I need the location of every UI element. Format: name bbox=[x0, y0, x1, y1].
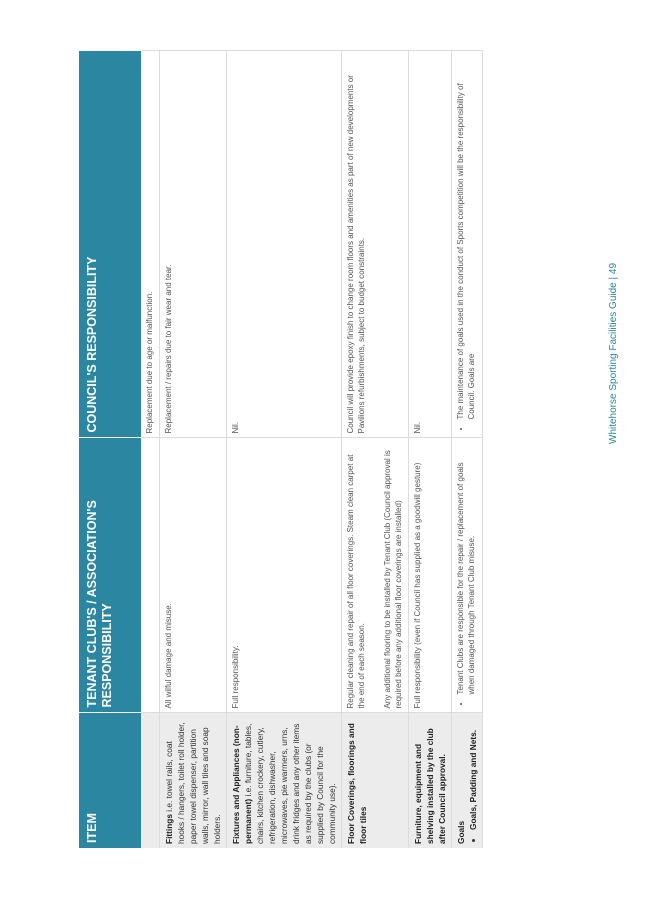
item-title: Fixtures and Appliances (non-permanent) bbox=[230, 725, 253, 844]
tenant-cell bbox=[141, 438, 159, 713]
item-cell bbox=[226, 713, 341, 848]
item-bullet-text: Goals, Padding and Nets. bbox=[467, 729, 478, 830]
item-title: Floor Coverings, floorings and floor tiles bbox=[345, 723, 368, 844]
council-cell bbox=[451, 51, 482, 438]
council-cell: Replacement / repairs due to fair wear and tear. bbox=[159, 51, 226, 438]
table-row bbox=[408, 51, 451, 848]
table-row bbox=[451, 51, 482, 848]
table-row bbox=[226, 51, 341, 848]
item-description: i.e. furniture, tables, chairs, kitchen crockery, cutlery, refrigeration, dishwasher, microwaves, pie warmers, urns, drink fridges and any other items as required by the clubs (or supplied by Council for the community use). bbox=[242, 723, 337, 844]
council-cell: Council will provide epoxy finish to change room floors and amenities as part of new developments or Pavilions refurbishments, subject to budget constraints. bbox=[341, 51, 408, 438]
tenant-paragraph: Any additional flooring to be installed by Tenant Club (Council approval is required before any additional floor coverings are installed) bbox=[382, 450, 403, 709]
header-item: ITEM bbox=[79, 713, 141, 848]
item-title: Fittings bbox=[163, 814, 174, 844]
council-cell: Nil. bbox=[408, 51, 451, 438]
item-cell bbox=[341, 713, 408, 848]
tenant-bullet-list bbox=[455, 444, 478, 709]
footer-text: Whitehorse Sporting Facilities Guide | 49 bbox=[608, 263, 619, 445]
tenant-paragraph: Regular cleaning and repair of all floor coverings. Steam clean carpet at the end of each season. bbox=[345, 454, 366, 709]
council-bullet: • The maintenance of goals used in the conduct of Sports competition will be the responsibility of Council. Goals are bbox=[455, 57, 478, 420]
item-title: Goals bbox=[455, 820, 466, 844]
tenant-cell: Full responsibility. bbox=[226, 438, 341, 713]
rotated-table-wrapper bbox=[79, 51, 571, 848]
council-cell: Replacement due to age or malfunction. bbox=[141, 51, 159, 438]
item-bullet bbox=[467, 719, 479, 831]
item-cell bbox=[159, 713, 226, 848]
item-bullet-list bbox=[467, 719, 479, 845]
tenant-cell bbox=[341, 438, 408, 713]
item-cell bbox=[408, 713, 451, 848]
table-row bbox=[141, 51, 159, 848]
header-council: COUNCIL'S RESPONSIBILITY bbox=[79, 51, 141, 438]
table-row bbox=[159, 51, 226, 848]
council-cell: Nil. bbox=[226, 51, 341, 438]
tenant-bullet: • Tenant Clubs are responsible for the repair / replacement of goals when damaged through Tenant Club misuse. bbox=[455, 444, 478, 695]
tenant-cell bbox=[451, 438, 482, 713]
item-description: i.e. towel rails, coat hooks / hangers, toilet roll holder, paper towel dispenser, partition walls, mirror, wall tiles and soap holders. bbox=[163, 722, 222, 844]
tenant-cell: All wilful damage and misuse. bbox=[159, 438, 226, 713]
item-title: Furniture, equipment and shelving installed by the club after Council approval. bbox=[412, 728, 447, 844]
item-cell bbox=[141, 713, 159, 848]
item-cell bbox=[451, 713, 482, 848]
footer bbox=[608, 263, 622, 683]
table-header-row bbox=[79, 51, 141, 848]
tenant-cell: Full responsibility (even if Council has supplied as a goodwill gesture) bbox=[408, 438, 451, 713]
table-row bbox=[341, 51, 408, 848]
responsibility-table bbox=[79, 51, 483, 849]
header-tenant: TENANT CLUB'S / ASSOCIATION'S RESPONSIBILITY bbox=[79, 438, 141, 713]
council-bullet-list bbox=[455, 57, 478, 434]
